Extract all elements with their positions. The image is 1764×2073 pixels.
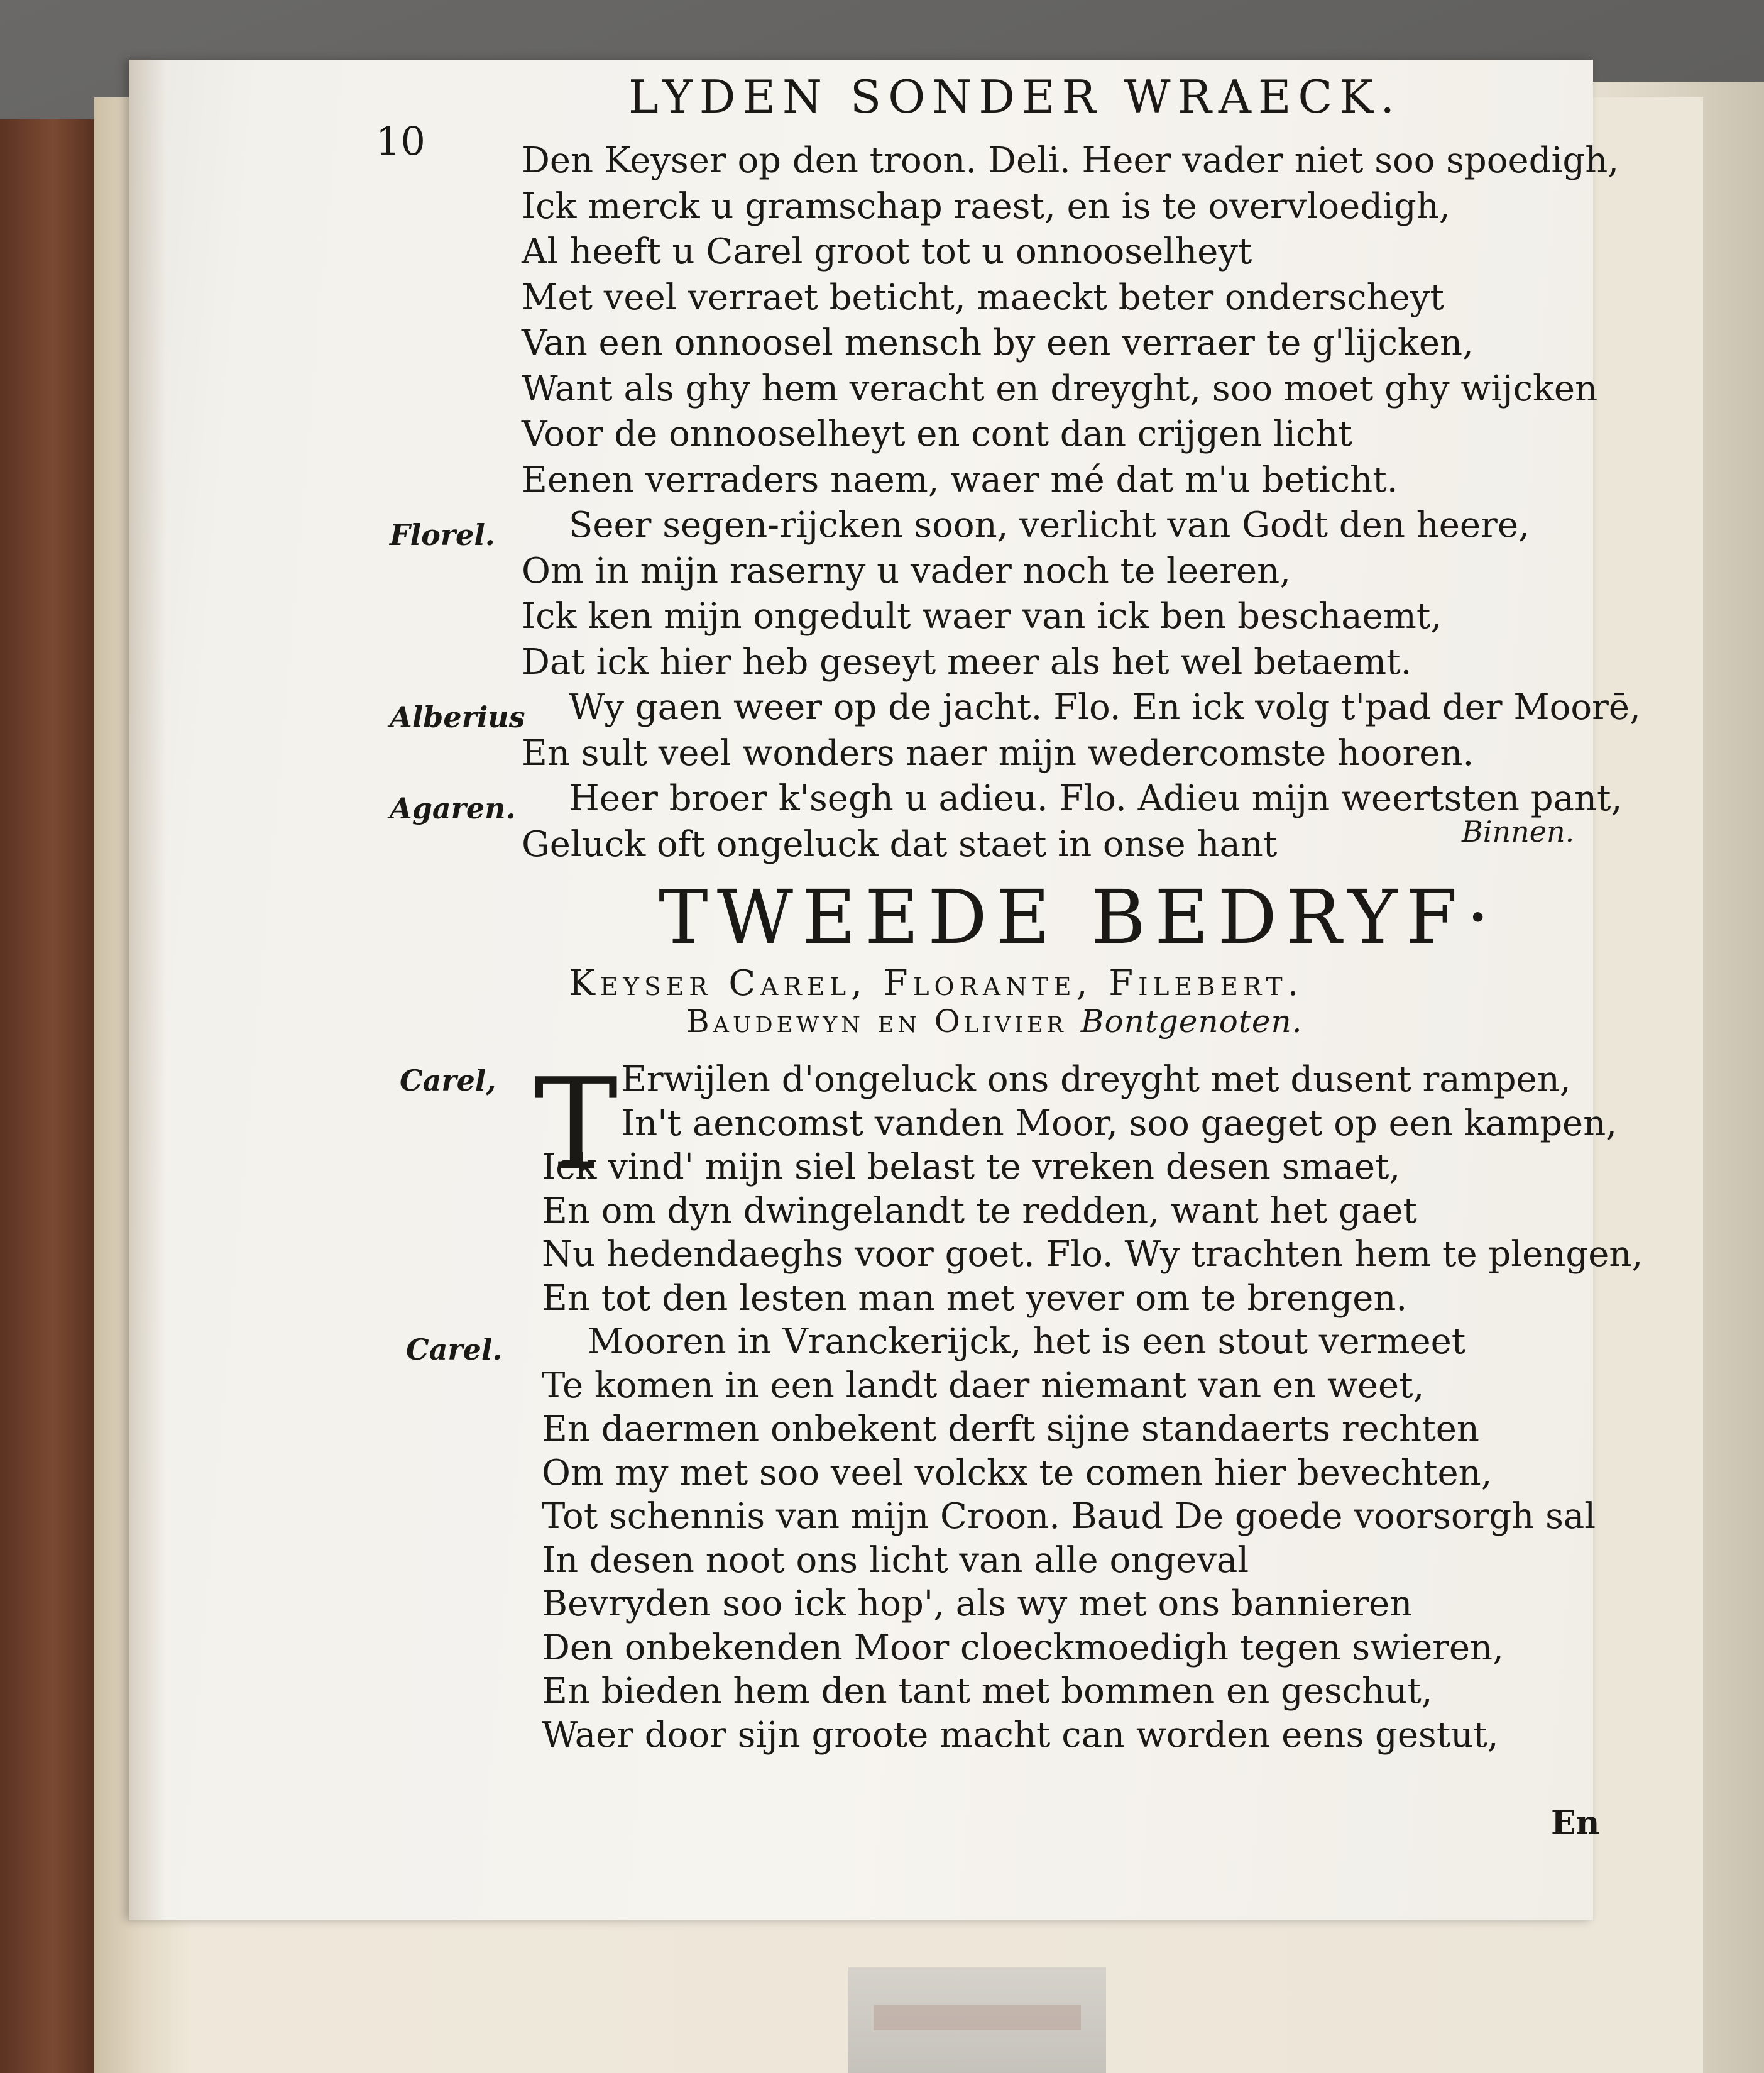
cast-names: Baudewyn en Olivier bbox=[686, 1003, 1067, 1040]
running-head: LYDEN SONDER WRAECK. bbox=[628, 70, 1402, 123]
verse-line: Te komen in een landt daer niemant van en weet, bbox=[542, 1365, 1425, 1406]
stage-direction-exit: Binnen. bbox=[1462, 815, 1575, 849]
verse-line: Bevryden soo ick hop', als wy met ons bannieren bbox=[542, 1583, 1413, 1624]
verse-line: En sult veel wonders naer mijn wedercomste hooren. bbox=[522, 732, 1474, 774]
verse-line: Van een onnoosel mensch by een verraer te g'lijcken, bbox=[522, 322, 1474, 363]
verse-line: Eenen verraders naem, waer mé dat m'u beticht. bbox=[522, 459, 1398, 500]
speaker-label: Florel. bbox=[390, 518, 495, 552]
verse-line: Den Keyser op den troon. Deli. Heer vader niet soo spoedigh, bbox=[522, 140, 1619, 181]
act-title: TWEEDE BEDRYF· bbox=[659, 874, 1499, 960]
verse-line: Tot schennis van mijn Croon. Baud De goede voorsorgh sal bbox=[542, 1496, 1596, 1537]
verse-line: In desen noot ons licht van alle ongeval bbox=[542, 1539, 1249, 1581]
verse-line: Al heeft u Carel groot tot u onnooselheyt bbox=[522, 231, 1252, 272]
verse-line: Met veel verraet beticht, maeckt beter onderscheyt bbox=[522, 277, 1444, 318]
verse-line: Voor de onnooselheyt en cont dan crijgen licht bbox=[522, 414, 1352, 454]
page-number: 10 bbox=[376, 118, 425, 164]
verse-line: Ick merck u gramschap raest, en is te overvloedigh, bbox=[522, 185, 1450, 227]
verse-line: Mooren in Vranckerijck, het is een stout vermeet bbox=[588, 1321, 1466, 1362]
verse-line: Om in mijn raserny u vader noch te leeren, bbox=[522, 550, 1291, 591]
verse-line: Waer door sijn groote macht can worden eens gestut, bbox=[542, 1714, 1499, 1756]
speaker-label: Agaren. bbox=[390, 791, 516, 825]
verse-line: Nu hedendaeghs voor goet. Flo. Wy trachten hem te plengen, bbox=[542, 1234, 1643, 1275]
speaker-label: Carel. bbox=[406, 1333, 503, 1366]
ribbon-stain bbox=[874, 2005, 1081, 2030]
verse-line: Want als ghy hem veracht en dreyght, soo moet ghy wijcken bbox=[522, 368, 1598, 409]
verse-line: In't aencomst vanden Moor, soo gaeget op een kampen, bbox=[621, 1102, 1618, 1144]
verse-line: Dat ick hier heb geseyt meer als het wel betaemt. bbox=[522, 641, 1412, 683]
verse-line: Seer segen-rijcken soon, verlicht van Godt den heere, bbox=[569, 505, 1530, 546]
verse-line: Wy gaen weer op de jacht. Flo. En ick volg t'pad der Moorē, bbox=[569, 687, 1641, 728]
verse-line: Erwijlen d'ongeluck ons dreyght met dusent rampen, bbox=[621, 1059, 1571, 1100]
cast-role: Bontgenoten. bbox=[1080, 1003, 1303, 1040]
verse-line: En om dyn dwingelandt te redden, want het gaet bbox=[542, 1190, 1417, 1231]
verse-line: Ick ken mijn ongedult waer van ick ben beschaemt, bbox=[522, 596, 1442, 637]
verse-line: En bieden hem den tant met bommen en geschut, bbox=[542, 1671, 1433, 1712]
catchword: En bbox=[1551, 1804, 1600, 1842]
speaker-label: Alberius bbox=[390, 700, 525, 734]
verse-line: Den onbekenden Moor cloeckmoedigh tegen swieren, bbox=[542, 1627, 1504, 1668]
verse-line: Geluck oft ongeluck dat staet in onse hant bbox=[522, 823, 1278, 865]
drop-cap: T bbox=[534, 1052, 618, 1198]
spine-shadow bbox=[129, 60, 167, 1920]
cast-list-line2 bbox=[686, 1003, 1303, 1040]
cast-list-line1: Keyser Carel, Florante, Filebert. bbox=[569, 963, 1304, 1004]
verse-line: En daermen onbekent derft sijne standaerts rechten bbox=[542, 1409, 1479, 1449]
verse-line: En tot den lesten man met yever om te brengen. bbox=[542, 1277, 1408, 1319]
speaker-label: Carel, bbox=[400, 1064, 496, 1097]
verse-line: Ick vind' mijn siel belast te vreken desen smaet, bbox=[542, 1146, 1401, 1187]
verse-line: Heer broer k'segh u adieu. Flo. Adieu mijn weertsten pant, bbox=[569, 778, 1623, 819]
verse-line: Om my met soo veel volckx te comen hier bevechten, bbox=[542, 1452, 1493, 1493]
